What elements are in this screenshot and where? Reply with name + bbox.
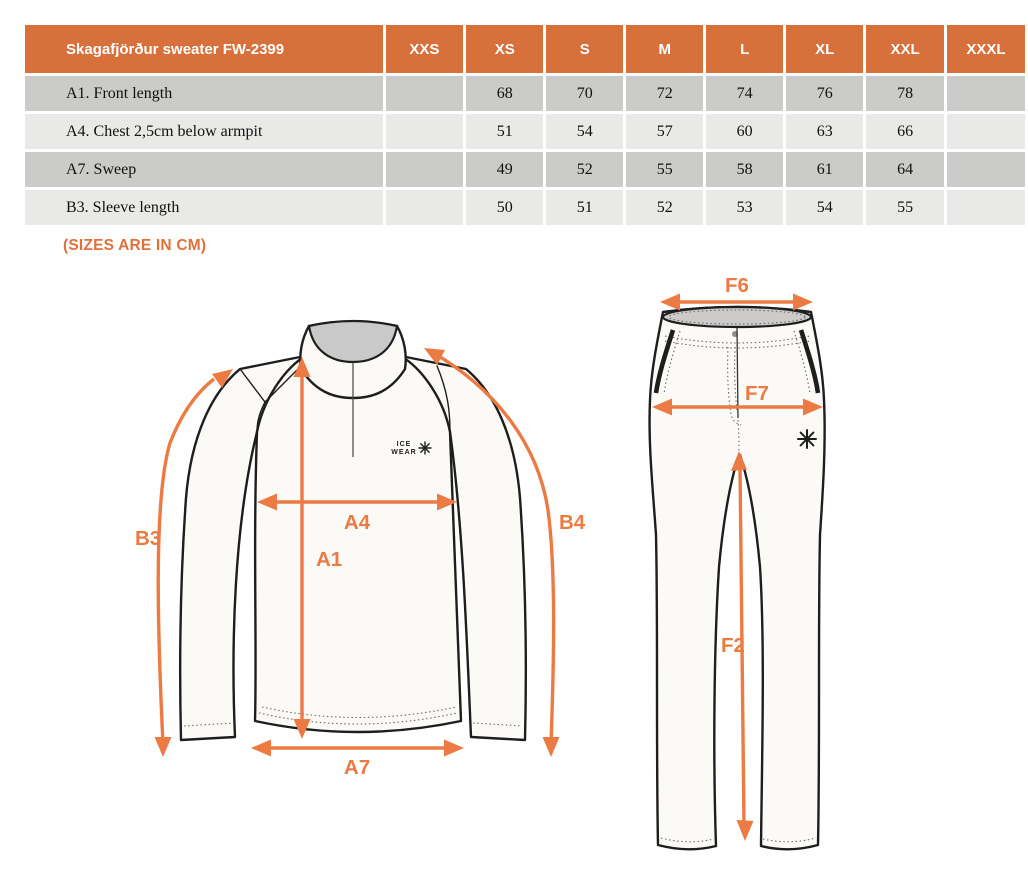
size-cell: 72 bbox=[626, 76, 703, 111]
a7-arrow bbox=[251, 740, 464, 757]
f7-label: F7 bbox=[745, 382, 769, 405]
size-cell: 54 bbox=[786, 190, 863, 225]
snowflake-icon bbox=[798, 430, 816, 448]
table-row bbox=[25, 190, 1025, 225]
size-cell: 64 bbox=[866, 152, 944, 187]
size-cell bbox=[386, 76, 464, 111]
table-row bbox=[25, 76, 1025, 111]
size-cell: 49 bbox=[466, 152, 543, 187]
pants-diagram bbox=[628, 278, 1023, 863]
size-cell bbox=[947, 152, 1025, 187]
size-cell: 74 bbox=[706, 76, 783, 111]
size-cell: 51 bbox=[466, 114, 543, 149]
size-cell: 53 bbox=[706, 190, 783, 225]
size-cell: 58 bbox=[706, 152, 783, 187]
size-col-xl: XL bbox=[786, 25, 863, 73]
size-table bbox=[22, 22, 1028, 228]
size-cell: 51 bbox=[546, 190, 623, 225]
table-title: Skagafjörður sweater FW-2399 bbox=[25, 25, 383, 73]
a4-label: A4 bbox=[343, 511, 371, 534]
size-col-s: S bbox=[546, 25, 623, 73]
size-cell bbox=[947, 190, 1025, 225]
size-cell: 66 bbox=[866, 114, 944, 149]
size-cell bbox=[386, 190, 464, 225]
table-header-row bbox=[25, 25, 1025, 73]
size-col-xxs: XXS bbox=[386, 25, 464, 73]
size-cell: 54 bbox=[546, 114, 623, 149]
b4-label: B4 bbox=[559, 511, 586, 534]
size-cell bbox=[947, 76, 1025, 111]
a1-label: A1 bbox=[316, 548, 343, 571]
size-cell: 57 bbox=[626, 114, 703, 149]
row-label: A7. Sweep bbox=[25, 152, 383, 187]
size-cell: 50 bbox=[466, 190, 543, 225]
size-cell: 60 bbox=[706, 114, 783, 149]
size-cell: 78 bbox=[866, 76, 944, 111]
size-cell: 52 bbox=[546, 152, 623, 187]
sweater-body bbox=[255, 356, 461, 732]
a7-label: A7 bbox=[343, 756, 371, 779]
f2-label: F2 bbox=[721, 634, 745, 657]
size-col-m: M bbox=[626, 25, 703, 73]
icewear-logo bbox=[391, 441, 431, 456]
brand-text-wear: WEAR bbox=[391, 449, 417, 456]
size-cell: 68 bbox=[466, 76, 543, 111]
table-row bbox=[25, 114, 1025, 149]
size-cell bbox=[947, 114, 1025, 149]
size-col-xxl: XXL bbox=[866, 25, 944, 73]
size-cell: 55 bbox=[866, 190, 944, 225]
sweater-diagram bbox=[30, 280, 620, 785]
size-cell: 55 bbox=[626, 152, 703, 187]
sizes-unit-note: (SIZES ARE IN CM) bbox=[63, 237, 207, 254]
row-label: A4. Chest 2,5cm below armpit bbox=[25, 114, 383, 149]
row-label: A1. Front length bbox=[25, 76, 383, 111]
size-cell: 52 bbox=[626, 190, 703, 225]
f6-label: F6 bbox=[725, 278, 749, 297]
size-col-xs: XS bbox=[466, 25, 543, 73]
size-col-xxxl: XXXL bbox=[947, 25, 1025, 73]
waist-opening bbox=[663, 307, 811, 327]
b3-label: B3 bbox=[135, 527, 162, 550]
size-cell: 63 bbox=[786, 114, 863, 149]
size-col-l: L bbox=[706, 25, 783, 73]
size-cell bbox=[386, 152, 464, 187]
size-cell: 76 bbox=[786, 76, 863, 111]
brand-text-ice: ICE bbox=[396, 441, 412, 448]
snowflake-icon bbox=[419, 442, 431, 454]
size-cell bbox=[386, 114, 464, 149]
size-cell: 70 bbox=[546, 76, 623, 111]
row-label: B3. Sleeve length bbox=[25, 190, 383, 225]
table-row bbox=[25, 152, 1025, 187]
size-cell: 61 bbox=[786, 152, 863, 187]
